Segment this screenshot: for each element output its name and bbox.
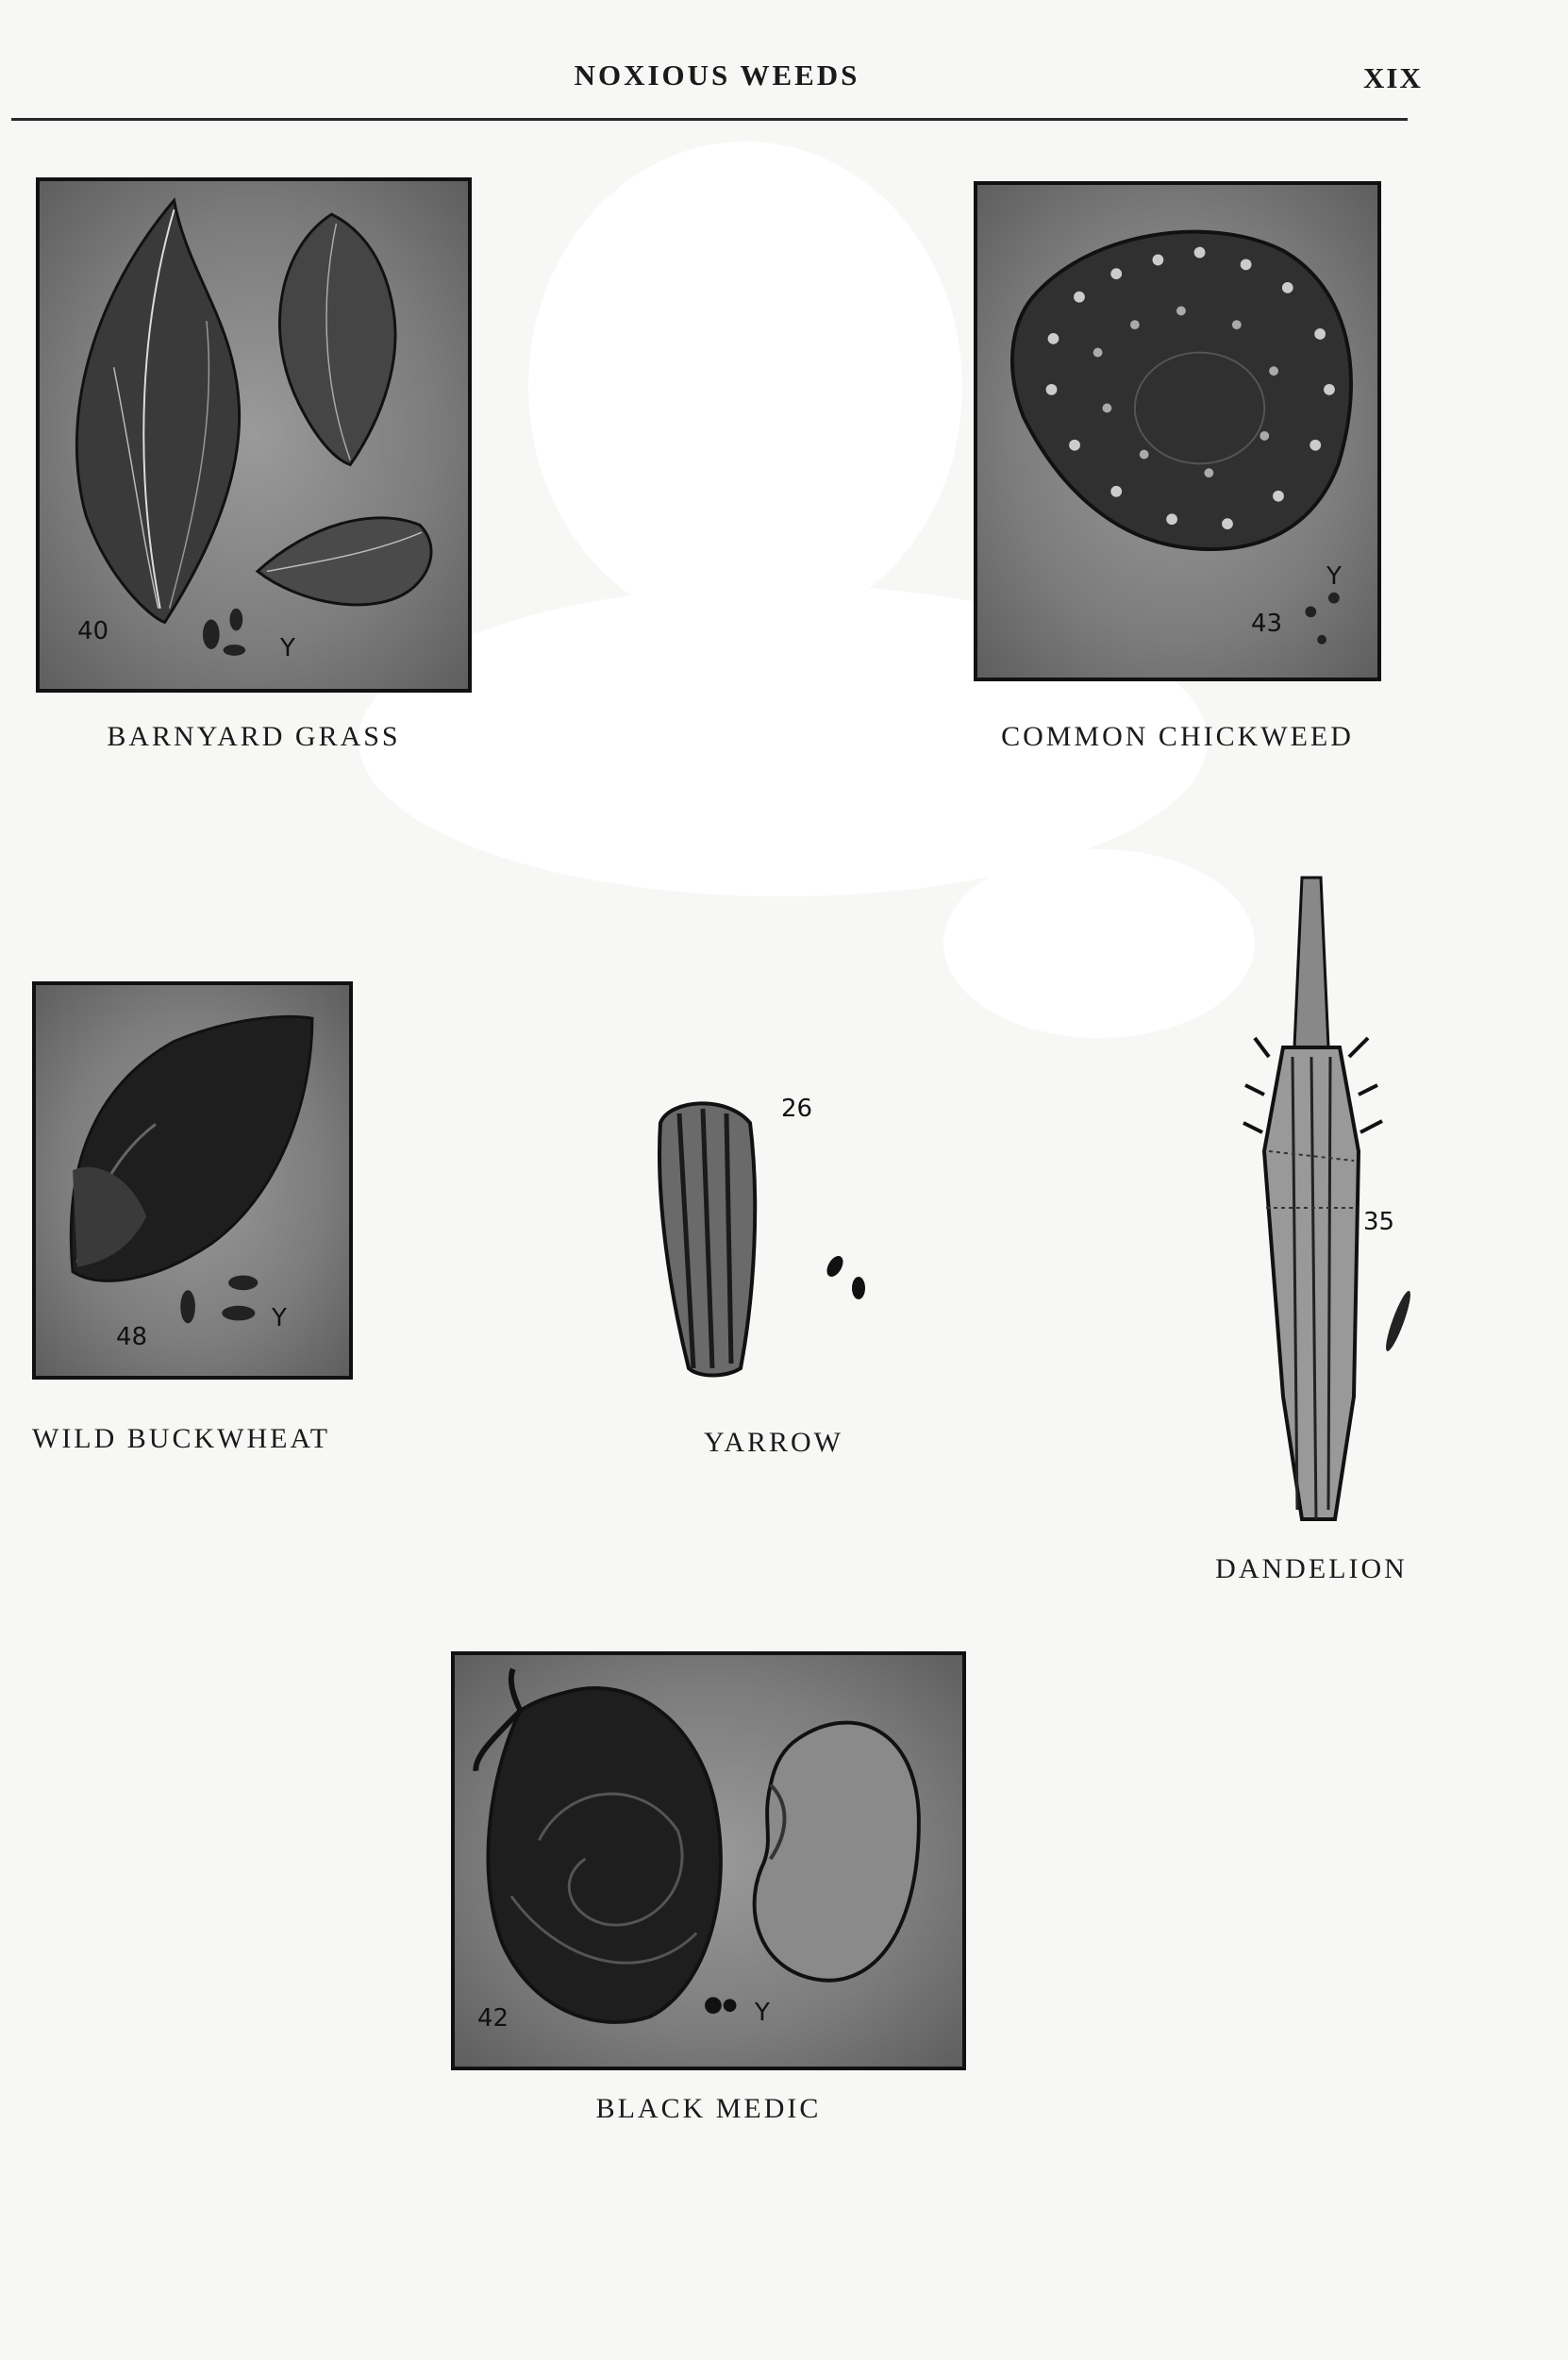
black-medic-plate (451, 1651, 966, 2070)
running-header-title: NOXIOUS WEEDS (574, 59, 860, 92)
common-chickweed-seed-illustration (977, 185, 1377, 678)
header-rule (11, 118, 1408, 121)
common-chickweed-plate (974, 181, 1381, 681)
paper-blotch (943, 849, 1255, 1038)
black-medic-figure-number: 42 (477, 2004, 509, 2033)
wild-buckwheat-seed-illustration (36, 985, 349, 1376)
barnyard-grass-caption: BARNYARD GRASS (107, 721, 401, 752)
yarrow-caption: YARROW (703, 1427, 843, 1458)
common-chickweed-scale-mark: Y (1326, 562, 1342, 591)
common-chickweed-caption: COMMON CHICKWEED (1001, 721, 1354, 752)
yarrow-seed-illustration (642, 1085, 887, 1387)
barnyard-grass-seeds-illustration (40, 181, 468, 689)
wild-buckwheat-caption: WILD BUCKWHEAT (32, 1423, 331, 1454)
wild-buckwheat-scale-mark: Y (272, 1304, 287, 1332)
barnyard-grass-plate (36, 177, 472, 693)
paper-blotch (528, 142, 962, 632)
page-number: XIX (1363, 61, 1423, 94)
black-medic-seeds-illustration (455, 1655, 962, 2067)
black-medic-caption: BLACK MEDIC (595, 2093, 822, 2124)
black-medic-scale-mark: Y (755, 1999, 770, 2027)
wild-buckwheat-plate (32, 981, 353, 1380)
barnyard-grass-scale-mark: Y (280, 634, 295, 662)
wild-buckwheat-figure-number: 48 (116, 1323, 148, 1351)
dandelion-seed-illustration (1226, 868, 1453, 1529)
dandelion-caption: DANDELION (1215, 1553, 1408, 1584)
common-chickweed-figure-number: 43 (1251, 610, 1283, 638)
barnyard-grass-figure-number: 40 (77, 617, 109, 645)
dandelion-figure-number: 35 (1363, 1208, 1395, 1236)
yarrow-figure-number: 26 (781, 1095, 813, 1123)
